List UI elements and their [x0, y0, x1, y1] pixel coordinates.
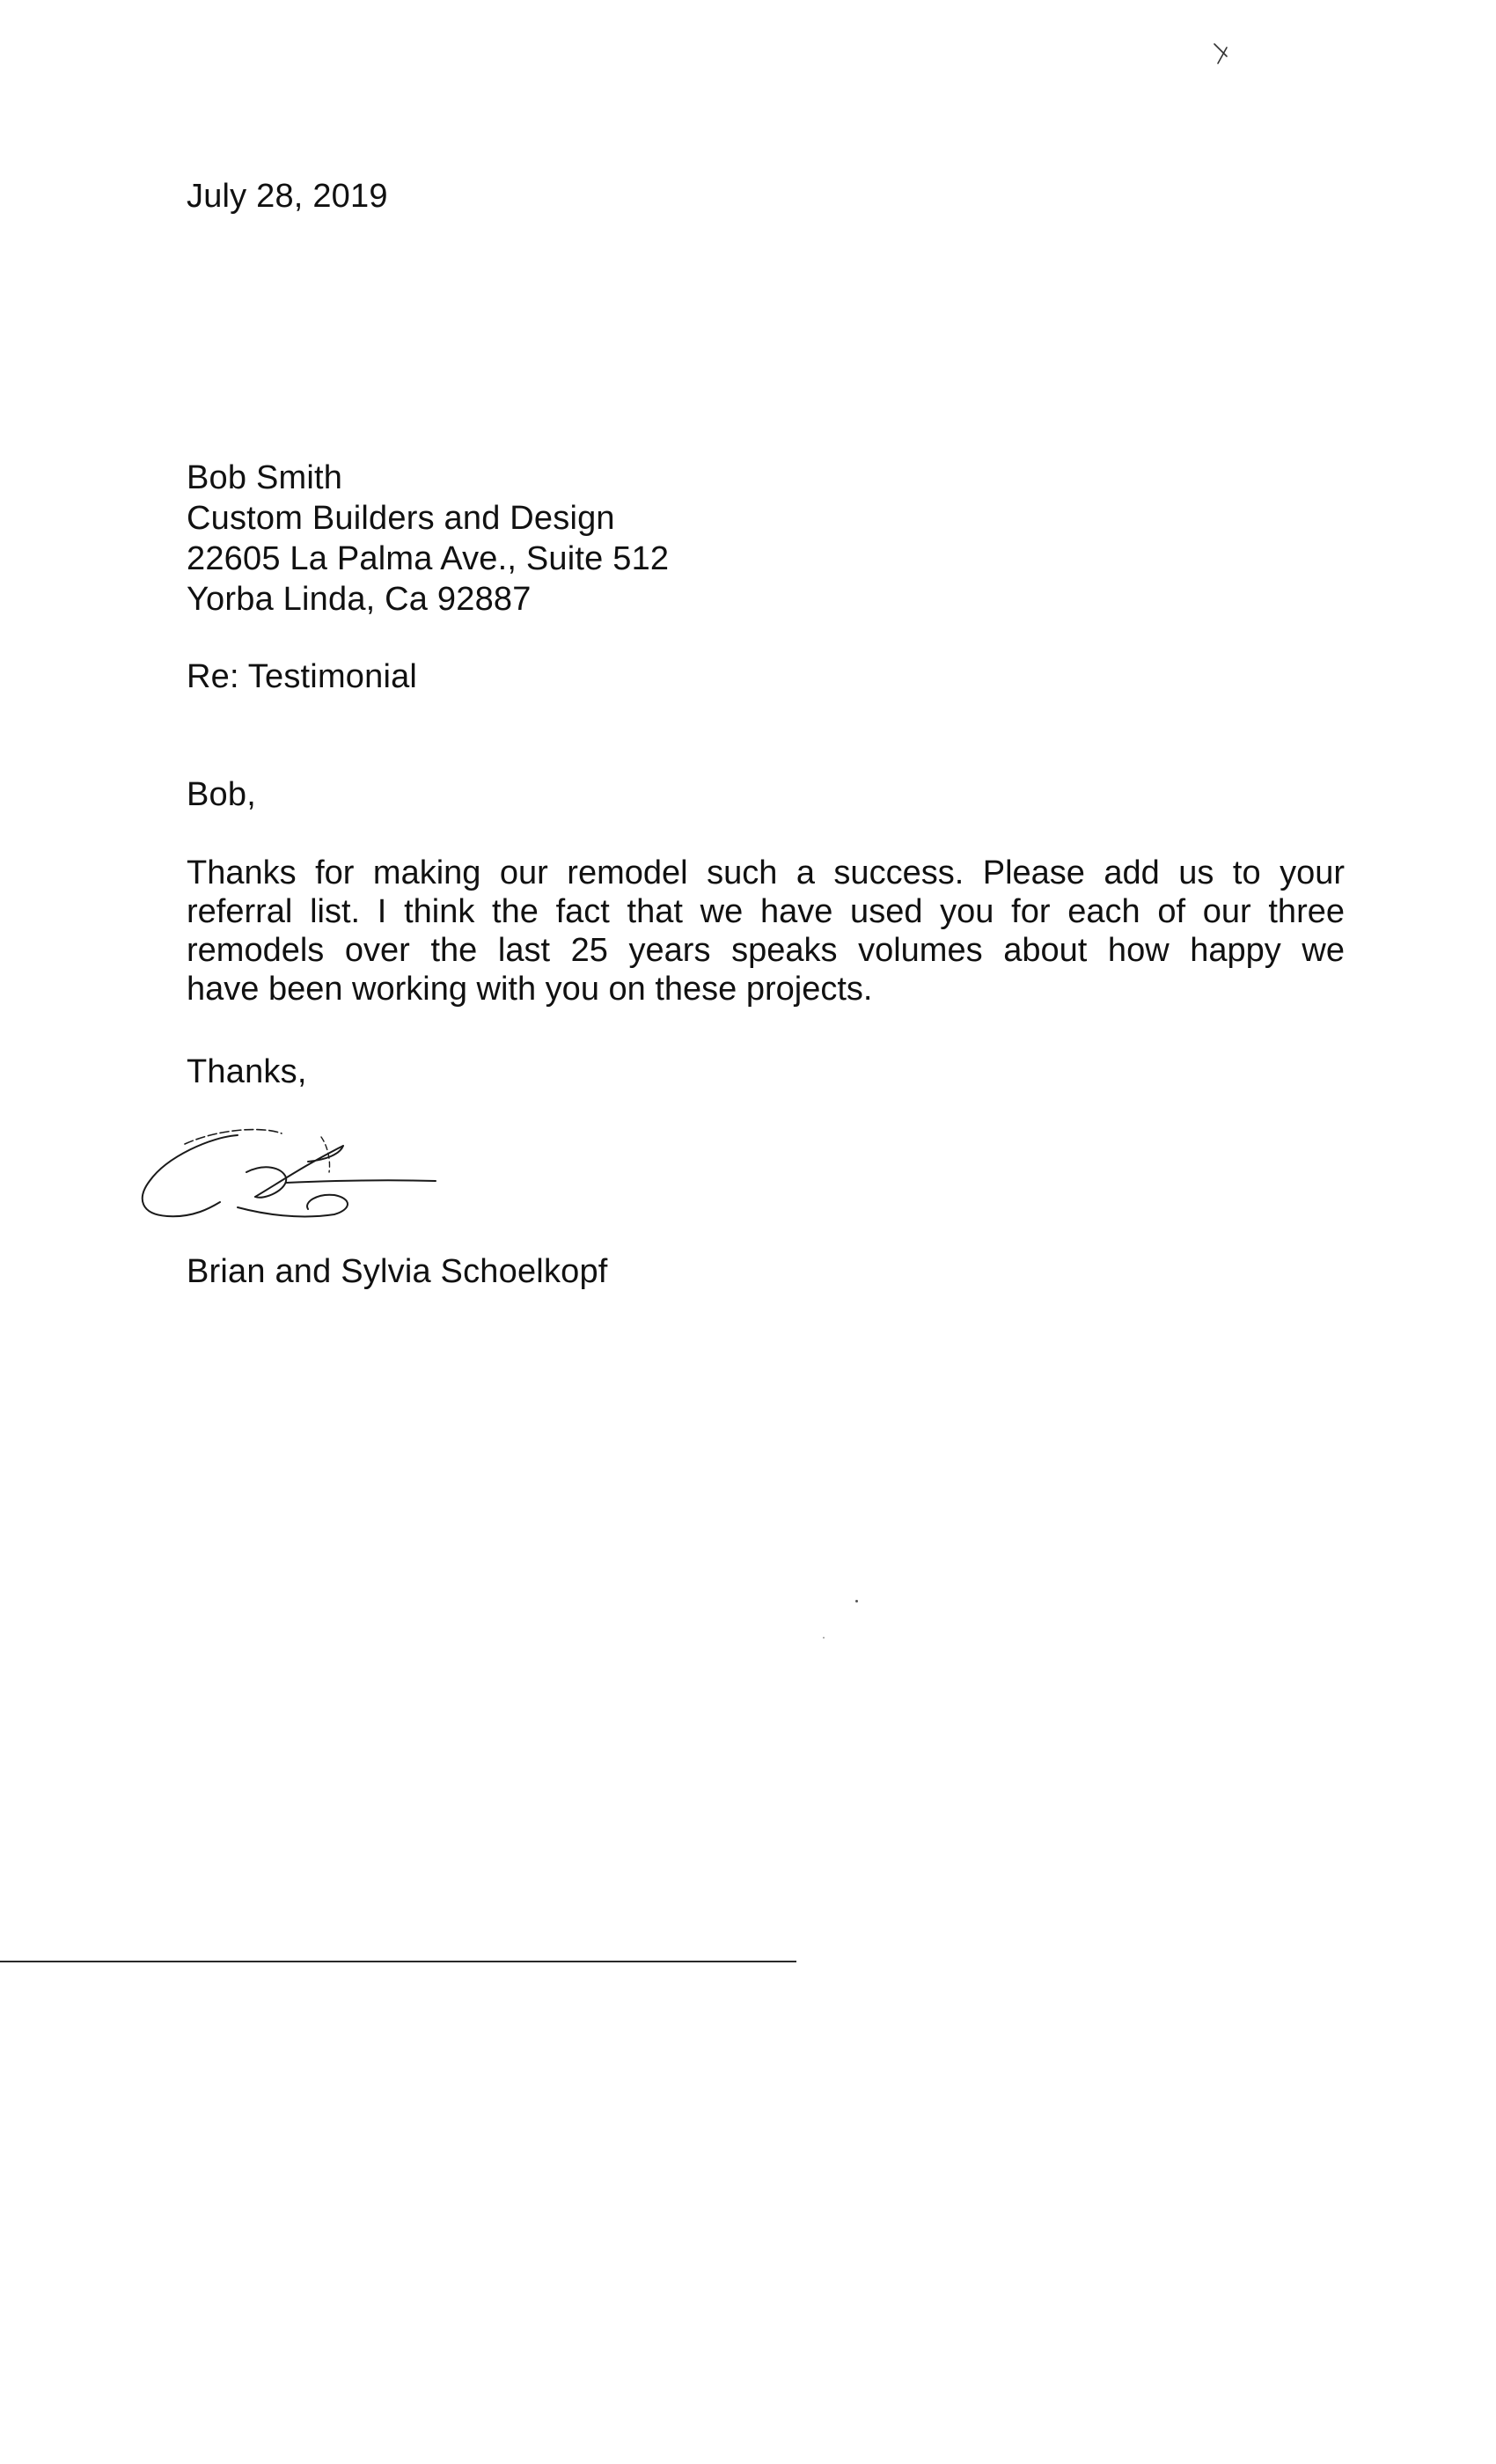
scan-speck: [823, 1637, 825, 1639]
horizontal-rule: [0, 1961, 796, 1962]
recipient-address-line1: 22605 La Palma Ave., Suite 512: [187, 540, 670, 577]
letter-date: July 28, 2019: [187, 178, 388, 215]
scan-speck: [855, 1600, 858, 1602]
salutation: Bob,: [187, 776, 256, 813]
pen-mark: [1207, 35, 1243, 70]
recipient-block: [187, 458, 669, 620]
handwritten-signature: [132, 1111, 449, 1234]
closing: Thanks,: [187, 1053, 307, 1090]
body-line: Thanks for making our remodel such a success. Please add us to your: [187, 854, 1345, 891]
subject-line: Re: Testimonial: [187, 658, 418, 695]
recipient-name: Bob Smith: [187, 459, 343, 496]
letter-body: [187, 854, 1345, 1008]
body-line: referral list. I think the fact that we have used you for each of our three: [187, 893, 1345, 930]
recipient-company: Custom Builders and Design: [187, 500, 615, 537]
signers-name: Brian and Sylvia Schoelkopf: [187, 1253, 608, 1290]
body-line: remodels over the last 25 years speaks volumes about how happy we: [187, 932, 1345, 969]
recipient-address-line2: Yorba Linda, Ca 92887: [187, 581, 532, 618]
body-line: have been working with you on these projects.: [187, 971, 873, 1008]
